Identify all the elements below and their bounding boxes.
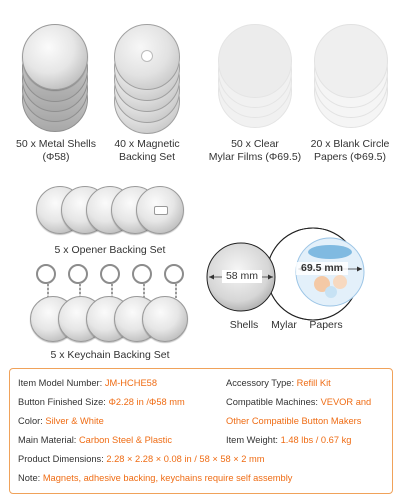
spec-color: Color: Silver & White: [18, 416, 104, 426]
blank-papers-image: [312, 22, 392, 140]
mylar-films-image: [216, 22, 296, 140]
metal-shells-image: [20, 22, 90, 134]
blank-papers-caption: 20 x Blank Circle Papers (Φ69.5): [310, 138, 390, 163]
diagram-label-mylar: Mylar: [271, 319, 297, 331]
spec-accessory-type: Accessory Type: Refill Kit: [226, 378, 331, 388]
opener-backing-image: [36, 186, 186, 238]
spec-material: Main Material: Carbon Steel & Plastic: [18, 435, 172, 445]
magnetic-backing-image: [112, 22, 182, 134]
spec-model: Item Model Number: JM-HCHE58: [18, 378, 157, 388]
spec-note: Note: Magnets, adhesive backing, keychains require self assembly: [18, 473, 293, 483]
paper-size-label: 69.5 mm: [296, 262, 348, 275]
mylar-films-caption: 50 x Clear Mylar Films (Φ69.5): [208, 138, 302, 163]
spec-compatible-machines-cont: Other Compatible Button Makers: [226, 416, 362, 426]
spec-weight: Item Weight: 1.48 lbs / 0.67 kg: [226, 435, 352, 445]
diagram-label-shells: Shells: [229, 319, 259, 331]
magnetic-backing-caption: 40 x Magnetic Backing Set: [114, 138, 180, 163]
spec-dimensions: Product Dimensions: 2.28 × 2.28 × 0.08 in / 58 × 58 × 2 mm: [18, 454, 265, 464]
keychain-backing-caption: 5 x Keychain Backing Set: [50, 349, 170, 361]
spec-compatible-machines: Compatible Machines: VEVOR and: [226, 397, 372, 407]
diagram-label-papers: Papers: [309, 319, 343, 331]
shell-size-label: 58 mm: [222, 270, 262, 283]
spec-finished-size: Button Finished Size: Φ2.28 in /Φ58 mm: [18, 397, 185, 407]
keychain-backing-image: [30, 262, 200, 346]
opener-backing-caption: 5 x Opener Backing Set: [54, 244, 166, 256]
metal-shells-caption: 50 x Metal Shells (Φ58): [16, 138, 96, 163]
